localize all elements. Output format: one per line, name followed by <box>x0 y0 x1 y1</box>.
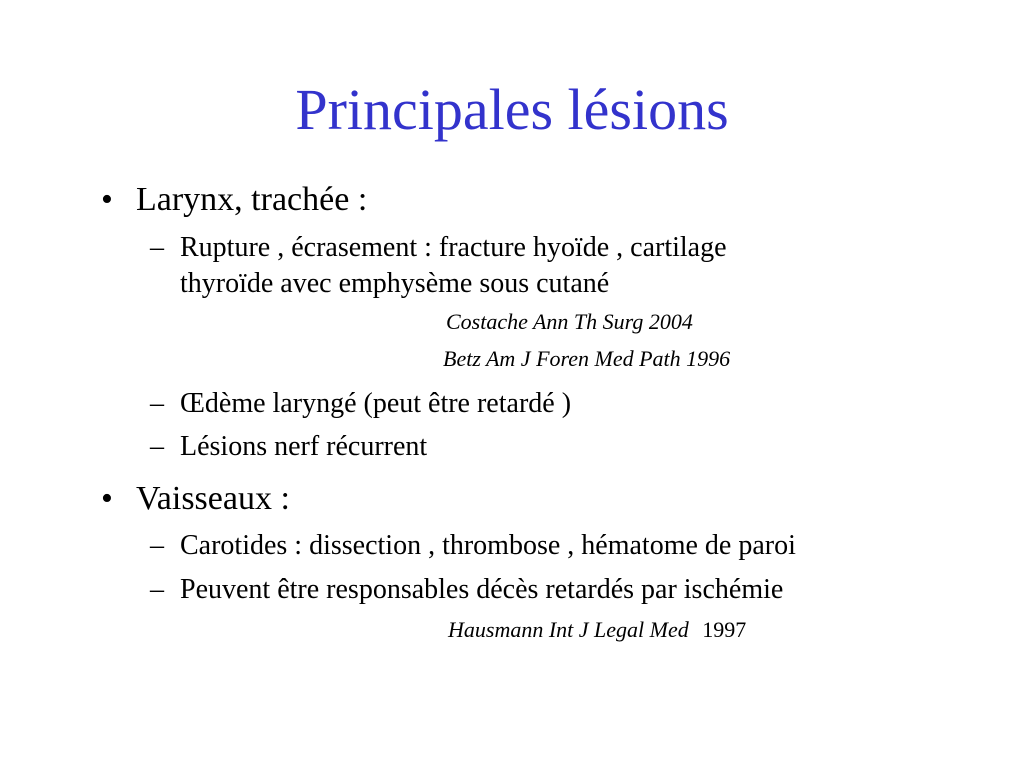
sub-item-text-line2: thyroïde avec emphysème sous cutané <box>180 268 610 299</box>
sub-item-text: Peuvent être responsables décès retardés par ischémie <box>180 574 784 605</box>
sub-item-text: Œdème laryngé (peut être retardé ) <box>180 388 572 419</box>
reference-text: Hausmann Int J Legal Med <box>448 617 689 642</box>
dash-mark: – <box>150 574 164 605</box>
reference-text: Betz Am J Foren Med Path 1996 <box>443 346 731 371</box>
dash-mark: – <box>150 431 164 462</box>
dash-mark: – <box>150 232 164 263</box>
reference-hausmann <box>448 616 746 644</box>
dash-mark: – <box>150 388 164 419</box>
bullet-text: Vaisseaux : <box>136 480 290 517</box>
dash-mark: – <box>150 530 164 561</box>
sub-item-text-line1: Rupture , écrasement : fracture hyoïde , cartilage <box>180 232 727 263</box>
slide-title: Principales lésions <box>295 77 729 142</box>
reference-betz <box>443 345 730 373</box>
sub-item-text: Carotides : dissection , thrombose , hématome de paroi <box>180 530 796 561</box>
bullet-mark: • <box>101 480 113 517</box>
reference-text: Costache Ann Th Surg 2004 <box>446 309 693 334</box>
reference-year: 1997 <box>702 617 747 642</box>
bullet-mark: • <box>101 181 113 218</box>
bullet-text: Larynx, trachée : <box>136 181 368 218</box>
sub-item-text: Lésions nerf récurrent <box>180 431 428 462</box>
reference-costache <box>446 308 693 336</box>
